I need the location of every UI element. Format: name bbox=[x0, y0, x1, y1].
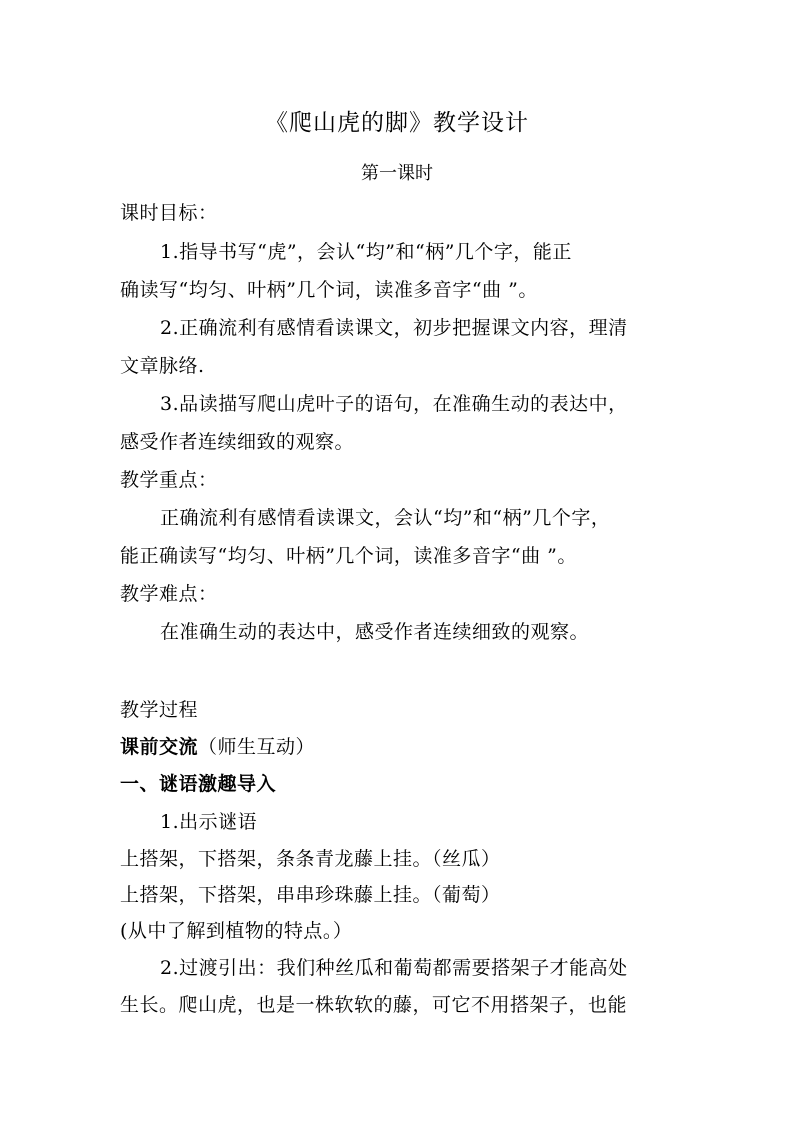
document-title: 《爬山虎的脚》教学设计 bbox=[265, 110, 529, 136]
pre-class-note: （师生互动） bbox=[198, 736, 316, 758]
riddle-2: 上搭架，下搭架，串串珍珠藤上挂。（葡萄） bbox=[120, 884, 501, 906]
riddle-note: (从中了解到植物的特点。） bbox=[120, 920, 353, 942]
pre-class-title: 课前交流 bbox=[120, 736, 199, 758]
document-subtitle: 第一课时 bbox=[361, 163, 433, 184]
pre-class-line bbox=[120, 735, 680, 759]
riddle-1: 上搭架，下搭架，条条青龙藤上挂。（丝瓜） bbox=[120, 848, 501, 870]
key-points-heading: 教学重点： bbox=[120, 469, 218, 491]
objectives-heading: 课时目标： bbox=[120, 202, 218, 224]
objective-3-line-1: 3.品读描写爬山虎叶子的语句，在准确生动的表达中， bbox=[160, 393, 628, 415]
section-1-heading: 一、谜语激趣导入 bbox=[120, 773, 277, 795]
objective-2-line-2: 文章脉络. bbox=[120, 355, 205, 377]
step-2-line-2: 生长。爬山虎，也是一株软软的藤，可它不用搭架子，也能 bbox=[120, 994, 628, 1016]
step-2-line-1: 2.过渡引出：我们种丝瓜和葡萄都需要搭架子才能高处 bbox=[160, 957, 628, 979]
difficulties-heading: 教学难点： bbox=[120, 583, 218, 605]
objective-3-line-2: 感受作者连续细致的观察。 bbox=[120, 431, 355, 453]
process-heading: 教学过程 bbox=[120, 699, 199, 721]
objective-2-line-1: 2.正确流利有感情看读课文，初步把握课文内容，理清 bbox=[160, 317, 628, 339]
step-1: 1.出示谜语 bbox=[160, 811, 258, 833]
difficulties-line-1: 在准确生动的表达中，感受作者连续细致的观察。 bbox=[160, 621, 590, 643]
key-points-line-2: 能正确读写“均匀、叶柄”几个词，读准多音字“曲 ”。 bbox=[120, 545, 577, 567]
key-points-line-1: 正确流利有感情看读课文，会认“均”和“柄”几个字， bbox=[160, 507, 611, 529]
objective-1-line-2: 确读写“均匀、叶柄”几个词，读准多音字“曲 ”。 bbox=[120, 279, 538, 301]
objective-1-line-1: 1.指导书写“虎”，会认“均”和“柄”几个字，能正 bbox=[160, 241, 572, 263]
